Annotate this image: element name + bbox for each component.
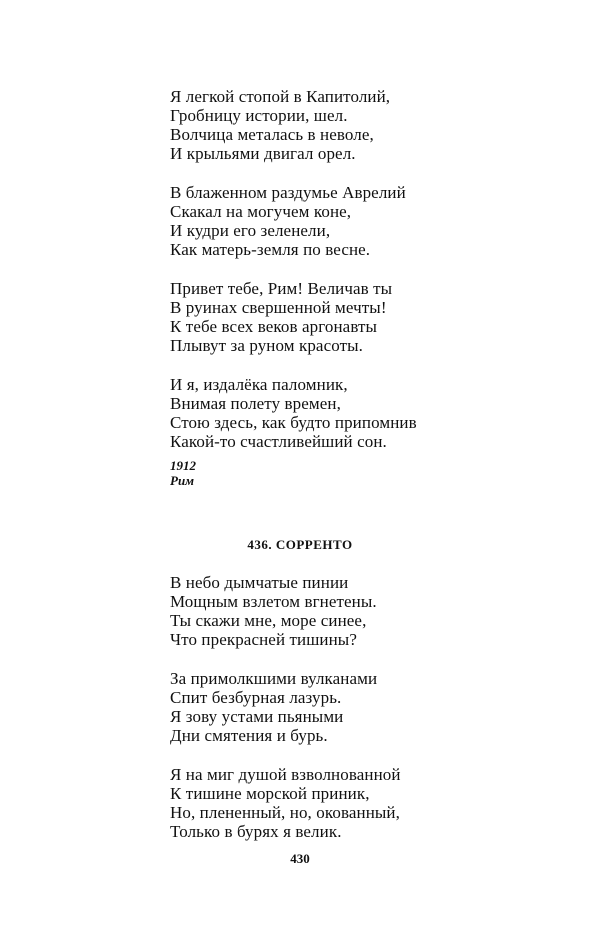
poem-line: Я на миг душой взволнованной [170, 765, 401, 784]
poem-line: Стою здесь, как будто припомнив [170, 413, 417, 432]
poem-place: Рим [170, 473, 195, 488]
poem-line: Что прекрасней тишины? [170, 630, 357, 649]
poem-line: В руинах свершенной мечты! [170, 298, 387, 317]
poem-line: И крыльями двигал орел. [170, 144, 356, 163]
poem-line: Спит безбурная лазурь. [170, 688, 342, 707]
poem-line: К тебе всех веков аргонавты [170, 317, 378, 336]
poem-title: 436. СОРРЕНТО [247, 537, 353, 552]
poem-line: Внимая полету времен, [170, 394, 341, 413]
poem-line: Я легкой стопой в Капитолий, [170, 87, 391, 106]
poem-line: К тишине морской приник, [170, 784, 370, 803]
poem-line: За примолкшими вулканами [170, 669, 378, 688]
poem-year: 1912 [170, 458, 196, 473]
poem-line: Гробницу истории, шел. [170, 106, 348, 125]
poem-line: В блаженном раздумье Аврелий [170, 183, 406, 202]
poem-line: Только в бурях я велик. [170, 822, 342, 841]
poem-line: В небо дымчатые пинии [170, 573, 349, 592]
poem-line: Плывут за руном красоты. [170, 336, 364, 355]
poem-line: И кудри его зеленели, [170, 221, 331, 240]
poem-line: Но, плененный, но, окованный, [170, 803, 400, 822]
poem-line: Как матерь-земля по весне. [170, 240, 371, 259]
poem-line: Ты скажи мне, море синее, [170, 611, 367, 630]
poem-line: Какой-то счастливейший сон. [170, 432, 387, 451]
poem-line: Дни смятения и бурь. [170, 726, 328, 745]
page-number: 430 [290, 851, 310, 866]
poem-line: Мощным взлетом вгнетены. [170, 592, 377, 611]
poem-line: Привет тебе, Рим! Величав ты [170, 279, 393, 298]
poem-line: Я зову устами пьяными [170, 707, 344, 726]
poem-line: И я, издалёка паломник, [170, 375, 348, 394]
poem-line: Волчица металась в неволе, [170, 125, 374, 144]
poem-line: Скакал на могучем коне, [170, 202, 352, 221]
